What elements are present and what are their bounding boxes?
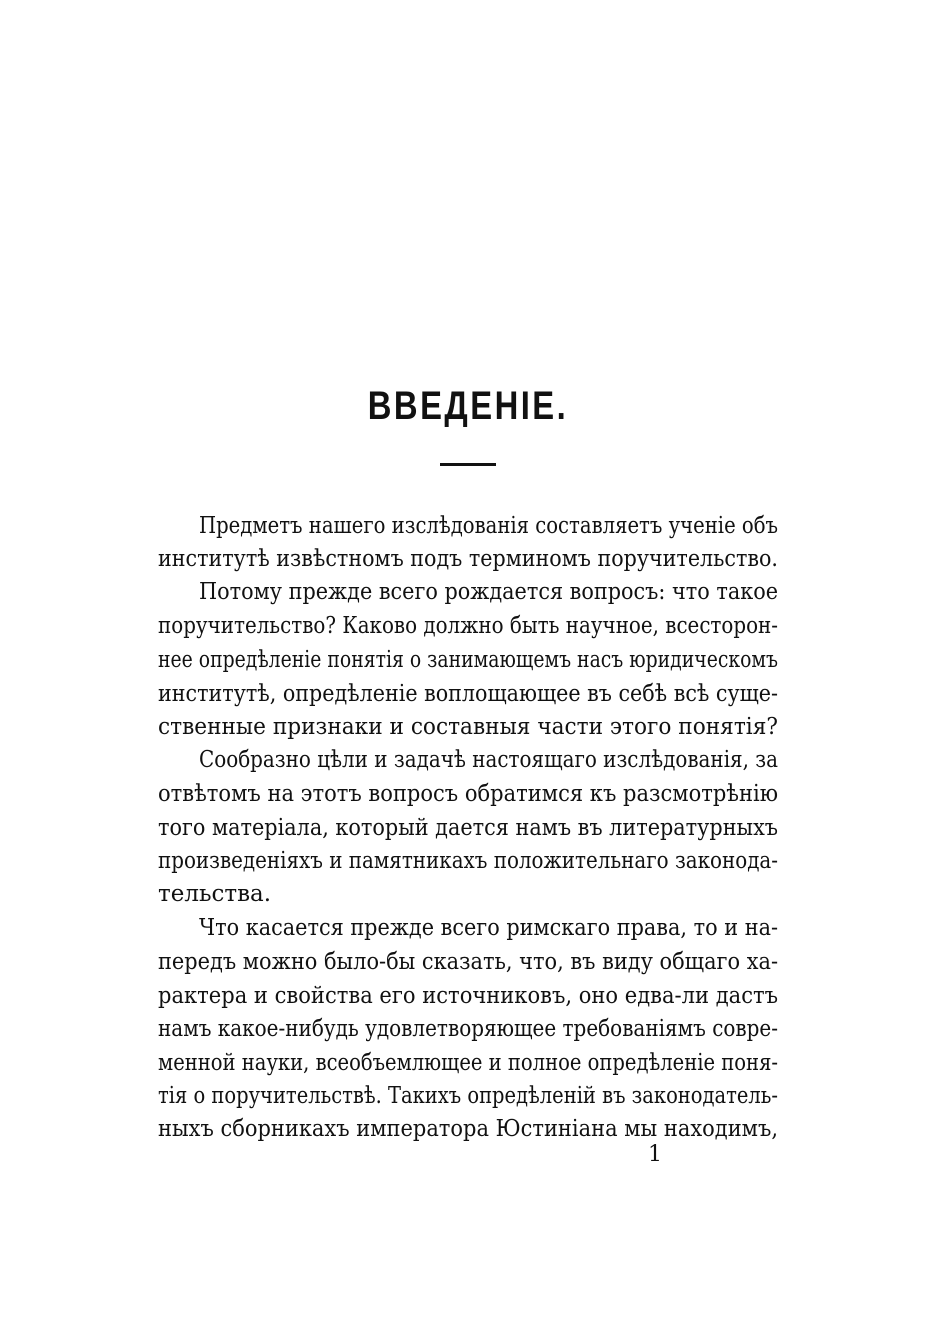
text-line: Потому прежде всего рождается вопросъ: что такое xyxy=(199,579,778,605)
text-line: произведеніяхъ и памятникахъ положительнаго законода- xyxy=(158,848,778,874)
text-line: того матеріала, который дается намъ въ литературныхъ xyxy=(158,815,778,841)
text-line: намъ какое-нибудь удовлетворяющее требованіямъ совре- xyxy=(158,1016,778,1042)
heading-divider xyxy=(440,463,496,466)
text-line: институтѣ, опредѣленіе воплощающее въ себѣ всѣ суще- xyxy=(158,681,778,707)
text-line: ственные признаки и составныя части этого понятія? xyxy=(158,714,778,740)
text-line: рактера и свойства его источниковъ, оно едва-ли дастъ xyxy=(158,983,778,1009)
text-line: поручительство? Каково должно быть научное, всесторон- xyxy=(158,613,778,639)
text-line: институтѣ извѣстномъ подъ терминомъ поручительство. xyxy=(158,546,778,572)
text-line: ныхъ сборникахъ императора Юстиніана мы находимъ, xyxy=(158,1116,778,1142)
text-line: Сообразно цѣли и задачѣ настоящаго изслѣдованія, за xyxy=(199,747,778,773)
text-line: тельства. xyxy=(158,881,272,907)
text-line: отвѣтомъ на этотъ вопросъ обратимся къ разсмотрѣнію xyxy=(158,781,778,807)
text-line: Предметъ нашего изслѣдованія составляетъ ученіе объ xyxy=(199,513,778,539)
text-line: передъ можно было-бы сказать, что, въ виду общаго ха- xyxy=(158,949,778,975)
text-line: тія о поручительствѣ. Такихъ опредѣленій въ законодатель- xyxy=(158,1083,778,1109)
text-line: нее опредѣленіе понятія о занимающемъ насъ юридическомъ xyxy=(158,647,778,673)
page-number: 1 xyxy=(648,1142,662,1167)
text-line: Что касается прежде всего римскаго права, то и на- xyxy=(199,915,778,941)
chapter-heading: ВВЕДЕНІЕ. xyxy=(367,384,569,428)
text-line: менной науки, всеобъемлющее и полное опредѣленіе поня- xyxy=(158,1050,778,1076)
